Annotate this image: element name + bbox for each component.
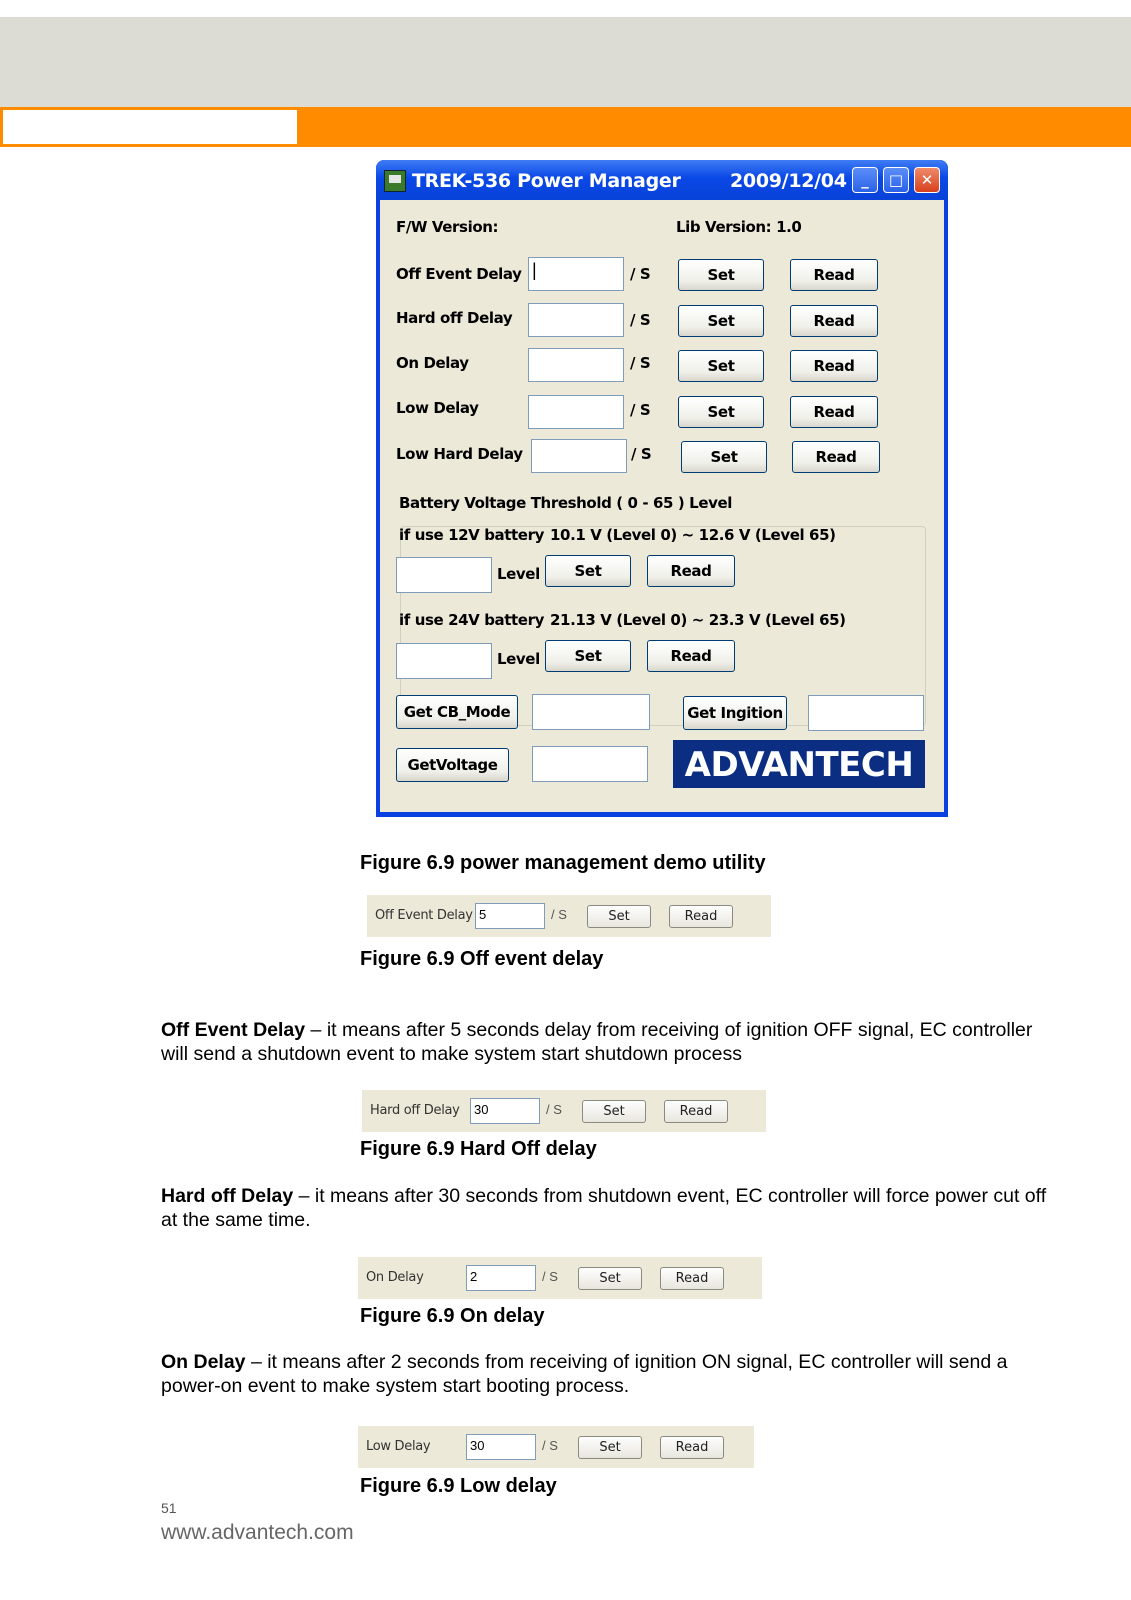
get-ignition-button[interactable]: Get Ingition bbox=[683, 696, 787, 730]
battery-24v-label: if use 24V battery bbox=[399, 611, 544, 629]
battery-24v-range: 21.13 V (Level 0) ~ 23.3 V (Level 65) bbox=[550, 611, 846, 629]
battery-24v-read-button[interactable]: Read bbox=[647, 640, 735, 672]
hard-off-term: Hard off Delay bbox=[161, 1185, 294, 1207]
battery-12v-set-button[interactable]: Set bbox=[545, 555, 631, 587]
strip-hard-off-read-button[interactable]: Read bbox=[664, 1100, 728, 1123]
hard-off-text: – it means after 30 seconds from shutdown event, EC controller will force power cut off at the same time. bbox=[161, 1185, 1047, 1231]
off-event-delay-input[interactable]: | bbox=[528, 257, 624, 291]
low-hard-delay-input[interactable] bbox=[531, 439, 627, 473]
strip-low-input[interactable]: 30 bbox=[466, 1434, 536, 1460]
minimize-button[interactable]: _ bbox=[852, 167, 878, 193]
off-event-strip bbox=[367, 895, 771, 937]
ignition-output bbox=[808, 695, 924, 731]
on-delay-label: On Delay bbox=[396, 354, 469, 372]
window-client-area bbox=[380, 200, 944, 812]
low-delay-read-button[interactable]: Read bbox=[790, 396, 878, 428]
battery-12v-label: if use 12V battery bbox=[399, 526, 544, 544]
window-title: TREK-536 Power Manager bbox=[412, 170, 681, 192]
low-hard-delay-label: Low Hard Delay bbox=[396, 445, 523, 463]
hard-off-delay-unit: / S bbox=[630, 311, 651, 329]
off-event-paragraph bbox=[161, 1018, 1061, 1066]
strip-low-label: Low Delay bbox=[366, 1439, 431, 1454]
low-delay-label: Low Delay bbox=[396, 399, 479, 417]
hard-off-delay-label: Hard off Delay bbox=[396, 309, 513, 327]
strip-hard-off-unit: / S bbox=[546, 1102, 562, 1117]
off-event-text: – it means after 5 seconds delay from receiving of ignition OFF signal, EC controller will send a shutdown event to make system start shutdown process bbox=[161, 1019, 1033, 1065]
caption-utility: Figure 6.9 power management demo utility bbox=[360, 852, 766, 874]
low-delay-unit: / S bbox=[630, 401, 651, 419]
low-hard-delay-unit: / S bbox=[631, 445, 652, 463]
caption-hard-off: Figure 6.9 Hard Off delay bbox=[360, 1138, 597, 1160]
battery-24v-level-label: Level bbox=[497, 650, 540, 668]
strip-low-unit: / S bbox=[542, 1438, 558, 1453]
header-title-box bbox=[3, 110, 297, 144]
app-icon bbox=[384, 170, 406, 192]
caption-low: Figure 6.9 Low delay bbox=[360, 1475, 557, 1497]
on-delay-unit: / S bbox=[630, 354, 651, 372]
battery-12v-range: 10.1 V (Level 0) ~ 12.6 V (Level 65) bbox=[550, 526, 836, 544]
hard-off-delay-read-button[interactable]: Read bbox=[790, 305, 878, 337]
get-cb-mode-button[interactable]: Get CB_Mode bbox=[396, 695, 518, 729]
strip-hard-off-set-button[interactable]: Set bbox=[582, 1100, 646, 1123]
on-delay-input[interactable] bbox=[528, 348, 624, 382]
get-voltage-button[interactable]: GetVoltage bbox=[396, 748, 509, 782]
page-number: 51 bbox=[161, 1500, 177, 1516]
header-band bbox=[0, 17, 1131, 107]
battery-12v-read-button[interactable]: Read bbox=[647, 555, 735, 587]
low-delay-input[interactable] bbox=[528, 395, 624, 429]
low-strip bbox=[358, 1426, 754, 1468]
battery-24v-set-button[interactable]: Set bbox=[545, 640, 631, 672]
on-delay-read-button[interactable]: Read bbox=[790, 350, 878, 382]
strip-low-read-button[interactable]: Read bbox=[660, 1436, 724, 1459]
strip-off-event-unit: / S bbox=[551, 907, 567, 922]
strip-on-label: On Delay bbox=[366, 1270, 424, 1285]
off-event-delay-read-button[interactable]: Read bbox=[790, 259, 878, 291]
strip-hard-off-label: Hard off Delay bbox=[370, 1103, 460, 1118]
off-event-delay-label: Off Event Delay bbox=[396, 265, 522, 283]
strip-on-input[interactable]: 2 bbox=[466, 1265, 536, 1291]
title-bar[interactable] bbox=[376, 160, 948, 200]
on-strip bbox=[358, 1257, 762, 1299]
on-delay-set-button[interactable]: Set bbox=[678, 350, 764, 382]
on-paragraph bbox=[161, 1350, 1061, 1398]
battery-12v-level-input[interactable] bbox=[396, 557, 492, 593]
low-delay-set-button[interactable]: Set bbox=[678, 396, 764, 428]
close-button[interactable]: ✕ bbox=[914, 167, 940, 193]
strip-low-set-button[interactable]: Set bbox=[578, 1436, 642, 1459]
hard-off-delay-set-button[interactable]: Set bbox=[678, 305, 764, 337]
power-manager-window bbox=[376, 160, 948, 817]
low-hard-delay-set-button[interactable]: Set bbox=[681, 441, 767, 473]
advantech-logo: ADVANTECH bbox=[673, 740, 925, 788]
caption-on: Figure 6.9 On delay bbox=[360, 1305, 545, 1327]
fw-version-label: F/W Version: bbox=[396, 218, 499, 236]
off-event-term: Off Event Delay bbox=[161, 1019, 306, 1041]
hard-off-delay-input[interactable] bbox=[528, 303, 624, 337]
off-event-delay-set-button[interactable]: Set bbox=[678, 259, 764, 291]
battery-threshold-title: Battery Voltage Threshold ( 0 - 65 ) Level bbox=[399, 494, 733, 512]
cb-mode-output bbox=[532, 694, 650, 730]
strip-on-set-button[interactable]: Set bbox=[578, 1267, 642, 1290]
hard-off-paragraph bbox=[161, 1184, 1061, 1232]
strip-off-event-input[interactable]: 5 bbox=[475, 903, 545, 929]
on-term: On Delay bbox=[161, 1351, 246, 1373]
hard-off-strip bbox=[362, 1090, 766, 1132]
lib-version-label: Lib Version: 1.0 bbox=[676, 218, 802, 236]
strip-off-event-label: Off Event Delay bbox=[375, 908, 473, 923]
strip-on-read-button[interactable]: Read bbox=[660, 1267, 724, 1290]
off-event-delay-unit: / S bbox=[630, 265, 651, 283]
low-hard-delay-read-button[interactable]: Read bbox=[792, 441, 880, 473]
voltage-output bbox=[532, 746, 648, 782]
strip-off-event-read-button[interactable]: Read bbox=[669, 905, 733, 928]
footer-url: www.advantech.com bbox=[161, 1521, 354, 1544]
window-date: 2009/12/04 bbox=[730, 170, 847, 192]
caption-off-event: Figure 6.9 Off event delay bbox=[360, 948, 604, 970]
battery-12v-level-label: Level bbox=[497, 565, 540, 583]
on-text: – it means after 2 seconds from receiving of ignition ON signal, EC controller will send a power-on event to make system start booting process. bbox=[161, 1351, 1008, 1397]
strip-on-unit: / S bbox=[542, 1269, 558, 1284]
battery-24v-level-input[interactable] bbox=[396, 643, 492, 679]
strip-hard-off-input[interactable]: 30 bbox=[470, 1098, 540, 1124]
strip-off-event-set-button[interactable]: Set bbox=[587, 905, 651, 928]
maximize-button[interactable]: □ bbox=[883, 167, 909, 193]
